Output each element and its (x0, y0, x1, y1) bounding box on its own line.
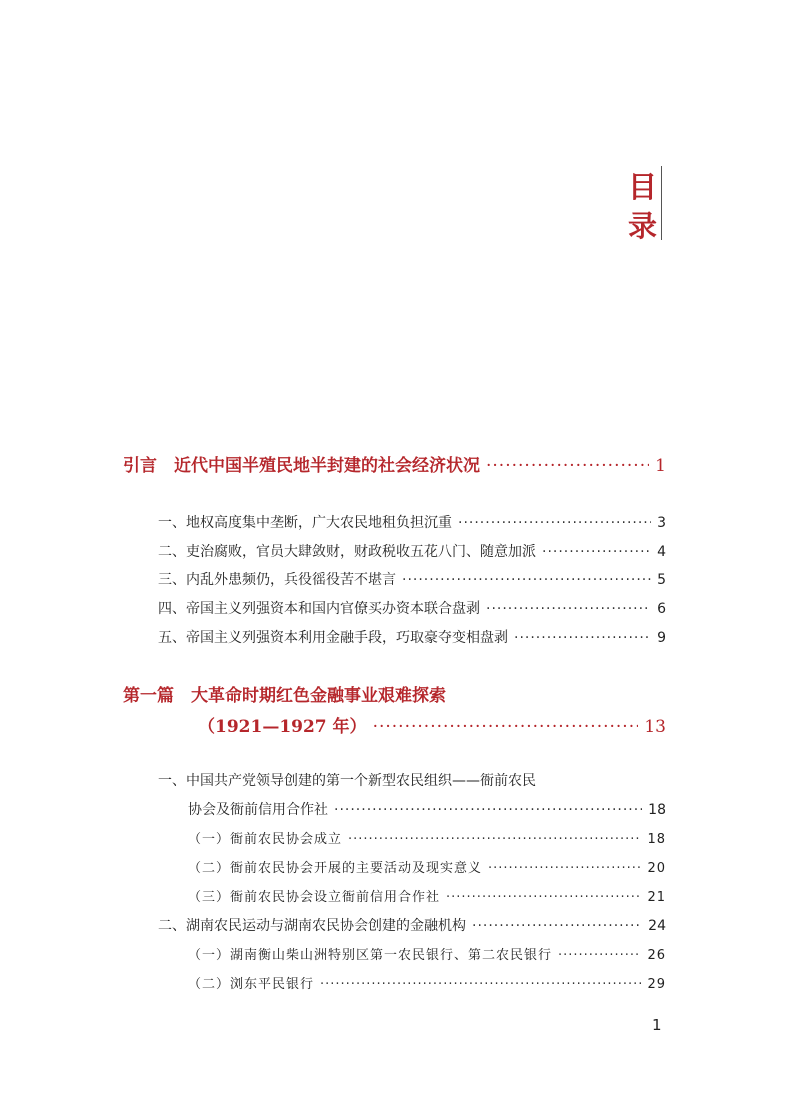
toc-entry-page: 24 (648, 918, 666, 934)
toc-entry-page: 20 (647, 861, 666, 876)
toc-entry-title: 一、地权高度集中垄断，广大农民地租负担沉重 (158, 515, 452, 531)
dot-leader (373, 717, 639, 737)
toc-entry-intro-4[interactable] (158, 598, 666, 618)
toc-entry-page: 26 (647, 948, 666, 963)
toc-entry-chapter2-sub1[interactable] (188, 944, 666, 963)
toc-entry-intro-2[interactable] (158, 541, 666, 561)
toc-entry-page: 21 (647, 890, 666, 905)
toc-entry-page: 9 (657, 630, 666, 646)
toc-entry-title: 四、帝国主义列强资本和国内官僚买办资本联合盘剥 (158, 601, 480, 617)
toc-entry-title: （二）浏东平民银行 (188, 977, 315, 992)
toc-entry-title: 协会及衙前信用合作社 (188, 802, 328, 818)
toc-entry-chapter2-sub2[interactable] (188, 973, 666, 992)
toc-entry-chapter1-sub2[interactable] (188, 857, 666, 876)
dot-leader (488, 861, 641, 876)
toc-entry-title: （二）衙前农民协会开展的主要活动及现实意义 (188, 861, 483, 876)
toc-entry-chapter2[interactable] (158, 915, 666, 935)
toc-entry-part1[interactable] (198, 712, 666, 737)
toc-entry-chapter1-sub3[interactable] (188, 886, 666, 905)
toc-entry-page: 5 (657, 572, 666, 588)
toc-entry-title: （一）衙前农民协会成立 (188, 832, 343, 847)
toc-entry-page: 3 (657, 515, 666, 531)
dot-leader (486, 601, 651, 617)
dot-leader (320, 977, 641, 992)
toc-entry-intro-3[interactable] (158, 569, 666, 589)
toc-entry-title: （1921—1927 年） (198, 717, 367, 737)
heading-divider (661, 166, 662, 240)
toc-entry-page: 1 (655, 456, 666, 476)
toc-entry-chapter1-line1[interactable]: 一、中国共产党领导创建的第一个新型农民组织——衙前农民 (158, 773, 536, 789)
dot-leader (486, 456, 649, 476)
dot-leader (458, 515, 651, 531)
toc-entry-title: 五、帝国主义列强资本利用金融手段，巧取豪夺变相盘剥 (158, 630, 508, 646)
dot-leader (402, 572, 651, 588)
toc-entry-page: 13 (644, 717, 666, 737)
toc-entry-part1-title[interactable]: 第一篇 大革命时期红色金融事业艰难探索 (123, 686, 446, 706)
dot-leader (348, 832, 641, 847)
toc-entry-title: 引言 近代中国半殖民地半封建的社会经济状况 (123, 456, 480, 476)
page-number: 1 (652, 1016, 662, 1034)
toc-entry-title: 三、内乱外患频仍，兵役徭役苦不堪言 (158, 572, 396, 588)
heading-char-mu: 目 (628, 170, 658, 204)
dot-leader (446, 890, 641, 905)
toc-entry-page: 6 (657, 601, 666, 617)
dot-leader (558, 948, 641, 963)
toc-entry-intro-5[interactable] (158, 627, 666, 647)
toc-entry-page: 18 (648, 802, 666, 818)
toc-entry-title: 二、吏治腐败，官员大肆敛财，财政税收五花八门、随意加派 (158, 544, 536, 560)
toc-entry-page: 18 (647, 832, 666, 847)
toc-entry-intro-1[interactable] (158, 512, 666, 532)
toc-entry-page: 4 (657, 544, 666, 560)
toc-entry-chapter1[interactable] (188, 799, 666, 819)
toc-entry-intro[interactable] (123, 451, 666, 476)
dot-leader (334, 802, 642, 818)
dot-leader (542, 544, 651, 560)
dot-leader (472, 918, 642, 934)
toc-entry-title: 二、湖南农民运动与湖南农民协会创建的金融机构 (158, 918, 466, 934)
toc-entry-chapter1-sub1[interactable] (188, 828, 666, 847)
toc-entry-page: 29 (647, 977, 666, 992)
heading-char-lu: 录 (628, 209, 658, 243)
toc-entry-title: （三）衙前农民协会设立衙前信用合作社 (188, 890, 441, 905)
toc-entry-title: （一）湖南衡山柴山洲特别区第一农民银行、第二农民银行 (188, 948, 553, 963)
dot-leader (514, 630, 651, 646)
